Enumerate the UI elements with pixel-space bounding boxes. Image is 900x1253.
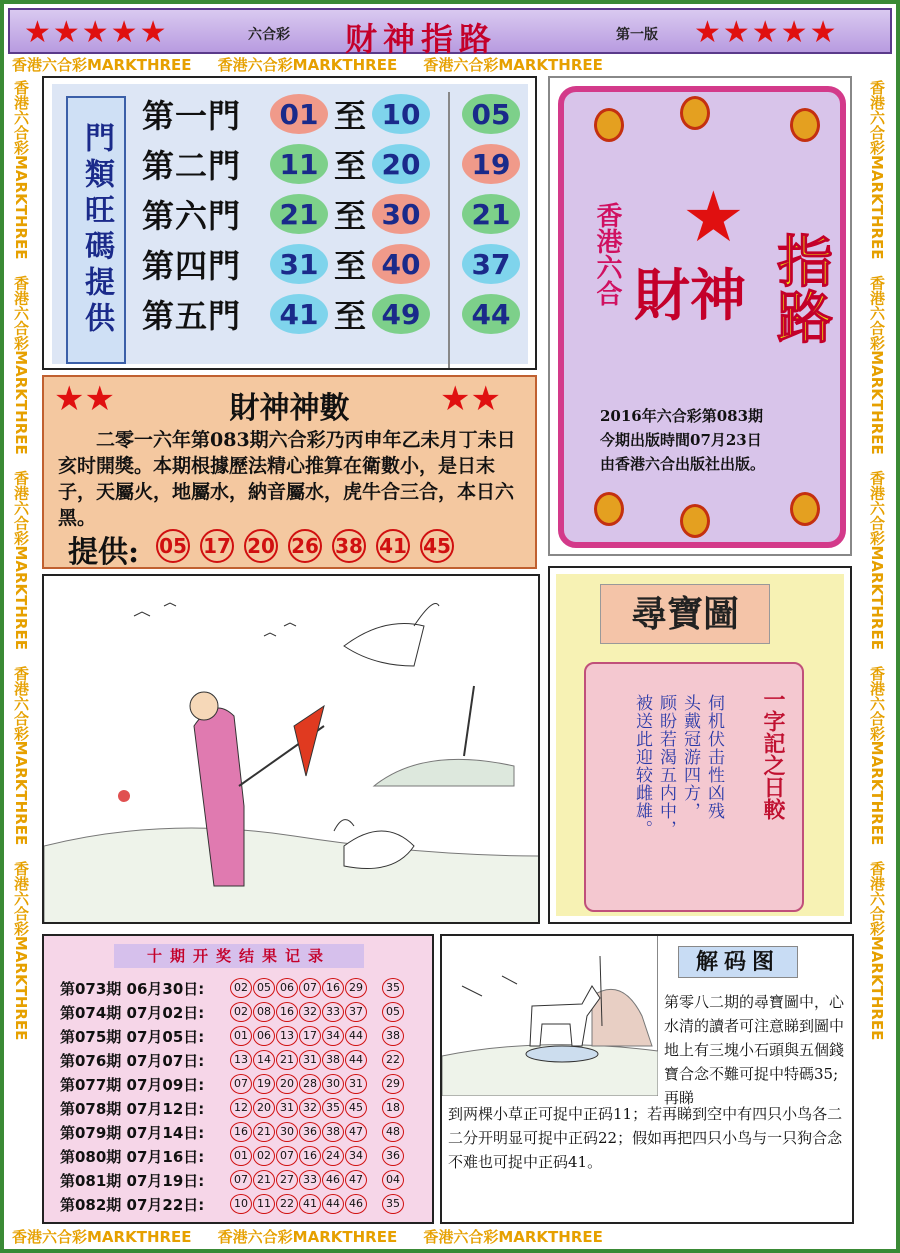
record-period: 第078期 07月12日: xyxy=(60,1099,205,1118)
band-text: 香港六合彩MARKTHREE xyxy=(12,275,30,455)
record-number: 06 xyxy=(253,1026,275,1046)
record-period: 第081期 07月19日: xyxy=(60,1171,205,1190)
record-number: 34 xyxy=(345,1146,367,1166)
record-number: 11 xyxy=(253,1194,275,1214)
record-number: 10 xyxy=(230,1194,252,1214)
record-row xyxy=(60,1072,405,1096)
door-row xyxy=(142,292,430,336)
door-numbers-panel xyxy=(42,76,537,370)
record-special-number: 35 xyxy=(382,1194,404,1214)
record-number: 01 xyxy=(230,1026,252,1046)
pick-number-ball: 21 xyxy=(462,194,520,234)
band-text: 香港六合彩MARKTHREE xyxy=(868,665,886,846)
record-number: 14 xyxy=(253,1050,275,1070)
pick-number-ball: 19 xyxy=(462,144,520,184)
caishen-text: 二零一六年第083期六合彩乃丙申年乙未月丁未日亥时開獎。本期根據歷法精心推算在衛數小，是日末子，天屬火，地屬水，納音屬水，虎牛合三合，本日六黑。 xyxy=(58,429,516,529)
door-connector: 至 xyxy=(334,97,367,135)
record-period: 第076期 07月07日: xyxy=(60,1051,205,1070)
door-connector: 至 xyxy=(334,247,367,285)
record-number: 44 xyxy=(322,1194,344,1214)
record-number: 16 xyxy=(230,1122,252,1142)
record-number: 34 xyxy=(322,1026,344,1046)
poster-info-line: 由香港六合出版社出版。 xyxy=(600,455,766,473)
record-number: 16 xyxy=(299,1146,321,1166)
record-special-number: 04 xyxy=(382,1170,404,1190)
record-row xyxy=(60,1192,405,1216)
record-number: 01 xyxy=(230,1146,252,1166)
number-ball: 11 xyxy=(270,144,328,184)
record-row xyxy=(60,1096,405,1120)
poster-title-side: 指路 xyxy=(768,232,834,344)
record-number: 47 xyxy=(345,1170,367,1190)
record-row xyxy=(60,1048,405,1072)
door-row xyxy=(142,92,430,136)
door-pick xyxy=(462,92,520,136)
poem-text xyxy=(630,694,726,904)
band-text: 香港六合彩MARKTHREE xyxy=(868,470,886,650)
record-number: 13 xyxy=(276,1026,298,1046)
band-text: 香港六合彩MARKTHREE xyxy=(868,80,886,260)
record-number: 46 xyxy=(322,1170,344,1190)
goose-scene-illustration xyxy=(44,576,540,924)
record-row xyxy=(60,1000,405,1024)
band-text: 香港六合彩MARKTHREE xyxy=(12,860,30,1041)
header-left-tag: 六合彩 xyxy=(248,27,290,43)
number-ball: 49 xyxy=(372,294,430,334)
dog-scene-illustration xyxy=(442,936,658,1096)
record-number: 21 xyxy=(253,1122,275,1142)
record-special-number: 18 xyxy=(382,1098,404,1118)
treasure-panel xyxy=(548,566,852,924)
record-number: 32 xyxy=(299,1098,321,1118)
record-special-number: 48 xyxy=(382,1122,404,1142)
record-number: 05 xyxy=(253,978,275,998)
record-title: 十期开奖结果记录 xyxy=(114,944,364,968)
pick-number-ball: 05 xyxy=(462,94,520,134)
door-pick xyxy=(462,292,520,336)
record-number: 07 xyxy=(230,1074,252,1094)
draw-record-panel xyxy=(42,934,434,1224)
door-connector: 至 xyxy=(334,147,367,185)
coin-icon xyxy=(594,492,624,526)
poem-keyword: 一字記之日較 xyxy=(760,688,786,820)
record-number: 31 xyxy=(276,1098,298,1118)
header-title: 财神指路 xyxy=(345,20,498,58)
decode-text-lower: 到两棵小草正可捉中正码11；若再睇到空中有四只小鸟各二二分开明显可捉中正码22；假如再把四只小鸟与一只狗合念不难也可捉中正码41。 xyxy=(448,1105,843,1171)
door-row xyxy=(142,142,430,186)
number-ball: 01 xyxy=(270,94,328,134)
record-number: 08 xyxy=(253,1002,275,1022)
record-number: 30 xyxy=(276,1122,298,1142)
provided-number: 17 xyxy=(200,529,234,563)
record-number: 30 xyxy=(322,1074,344,1094)
door-name: 第五門 xyxy=(142,297,242,335)
record-period: 第082期 07月22日: xyxy=(60,1195,205,1214)
record-number: 45 xyxy=(345,1098,367,1118)
record-number: 16 xyxy=(322,978,344,998)
poster-info-line: 2016年六合彩第083期 xyxy=(600,407,764,425)
coin-icon xyxy=(790,492,820,526)
band-text: 香港六合彩MARKTHREE xyxy=(217,56,398,74)
record-special-number: 38 xyxy=(382,1026,404,1046)
door-connector: 至 xyxy=(334,197,367,235)
provided-number: 38 xyxy=(332,529,366,563)
band-text: 香港六合彩MARKTHREE xyxy=(423,56,603,74)
coin-icon xyxy=(594,108,624,142)
record-number: 33 xyxy=(322,1002,344,1022)
record-number: 07 xyxy=(230,1170,252,1190)
poster-info xyxy=(600,404,765,476)
door-numbers-inner xyxy=(52,84,528,364)
header-right-tag: 第一版 xyxy=(616,27,658,43)
record-number: 22 xyxy=(276,1194,298,1214)
red-star-icon: ★ xyxy=(682,176,745,258)
record-special-number: 22 xyxy=(382,1050,404,1070)
watermark-band-bottom xyxy=(12,1226,888,1248)
decode-title: 解码图 xyxy=(678,946,798,978)
band-text: 香港六合彩MARKTHREE xyxy=(868,860,886,1041)
poem-column: 被送此迎较雌雄。 xyxy=(632,694,652,838)
poem-column: 头戴冠游四方， xyxy=(680,694,700,820)
record-number: 36 xyxy=(299,1122,321,1142)
record-number: 28 xyxy=(299,1074,321,1094)
decode-illustration xyxy=(442,936,658,1096)
provided-number: 05 xyxy=(156,529,190,563)
door-pick xyxy=(462,142,520,186)
record-period: 第080期 07月16日: xyxy=(60,1147,205,1166)
record-number: 07 xyxy=(299,978,321,998)
band-text: 香港六合彩MARKTHREE xyxy=(423,1228,603,1246)
record-number: 46 xyxy=(345,1194,367,1214)
watermark-band-right xyxy=(866,80,888,1220)
number-ball: 41 xyxy=(270,294,328,334)
band-text: 香港六合彩MARKTHREE xyxy=(868,275,886,455)
record-number: 20 xyxy=(276,1074,298,1094)
header-stars-left: ★★★★★ xyxy=(24,15,169,50)
band-text: 香港六合彩MARKTHREE xyxy=(12,80,30,260)
record-period: 第079期 07月14日: xyxy=(60,1123,205,1142)
treasure-inner xyxy=(556,574,844,916)
record-number: 02 xyxy=(253,1146,275,1166)
record-period: 第074期 07月02日: xyxy=(60,1003,205,1022)
caishen-numbers-panel xyxy=(42,375,537,569)
record-number: 41 xyxy=(299,1194,321,1214)
pick-number-ball: 37 xyxy=(462,244,520,284)
door-name: 第四門 xyxy=(142,247,242,285)
coin-icon xyxy=(680,96,710,130)
door-name: 第二門 xyxy=(142,147,242,185)
provided-number: 20 xyxy=(244,529,278,563)
provide-label: 提供: xyxy=(68,535,140,570)
record-row xyxy=(60,1168,405,1192)
watermark-band-top xyxy=(12,54,888,76)
record-period: 第073期 06月30日: xyxy=(60,979,205,998)
record-special-number: 36 xyxy=(382,1146,404,1166)
number-ball: 40 xyxy=(372,244,430,284)
record-row xyxy=(60,976,405,1000)
record-row xyxy=(60,1120,405,1144)
provided-number: 45 xyxy=(420,529,454,563)
stars-icon: ★★ xyxy=(440,379,501,419)
record-row xyxy=(60,1144,405,1168)
decode-panel xyxy=(440,934,854,1224)
coin-icon xyxy=(680,504,710,538)
record-special-number: 35 xyxy=(382,978,404,998)
band-text: 香港六合彩MARKTHREE xyxy=(12,470,30,650)
record-number: 21 xyxy=(276,1050,298,1070)
record-number: 37 xyxy=(345,1002,367,1022)
record-number: 13 xyxy=(230,1050,252,1070)
record-number: 24 xyxy=(322,1146,344,1166)
record-number: 12 xyxy=(230,1098,252,1118)
record-number: 16 xyxy=(276,1002,298,1022)
record-number: 27 xyxy=(276,1170,298,1190)
band-text: 香港六合彩MARKTHREE xyxy=(12,665,30,846)
door-name: 第六門 xyxy=(142,197,242,235)
record-number: 02 xyxy=(230,978,252,998)
poem-scroll xyxy=(584,662,804,912)
record-number: 06 xyxy=(276,978,298,998)
door-side-label: 門類旺碼提供 xyxy=(66,96,126,364)
record-number: 35 xyxy=(322,1098,344,1118)
header-bar xyxy=(8,8,892,58)
band-text: 香港六合彩MARKTHREE xyxy=(12,56,192,74)
band-text: 香港六合彩MARKTHREE xyxy=(217,1228,398,1246)
record-special-number: 05 xyxy=(382,1002,404,1022)
pick-number-ball: 44 xyxy=(462,294,520,334)
record-number: 47 xyxy=(345,1122,367,1142)
number-ball: 30 xyxy=(372,194,430,234)
number-ball: 20 xyxy=(372,144,430,184)
caishen-poster xyxy=(548,76,852,556)
record-row xyxy=(60,1024,405,1048)
door-pick xyxy=(462,242,520,286)
record-number: 20 xyxy=(253,1098,275,1118)
record-number: 33 xyxy=(299,1170,321,1190)
record-number: 31 xyxy=(299,1050,321,1070)
record-number: 31 xyxy=(345,1074,367,1094)
poem-column: 伺机伏击性凶残 xyxy=(704,694,724,820)
record-number: 32 xyxy=(299,1002,321,1022)
door-connector: 至 xyxy=(334,297,367,335)
stars-icon: ★★ xyxy=(54,379,115,419)
decode-text-upper: 第零八二期的尋寶圖中，心水清的讀者可注意睇到圖中地上有三塊小石頭與五個錢寶合念不難可捉中特碼35;再睇 xyxy=(664,993,845,1107)
door-pick xyxy=(462,192,520,236)
door-separator xyxy=(448,92,450,368)
record-number: 17 xyxy=(299,1026,321,1046)
door-name: 第一門 xyxy=(142,97,242,135)
poster-frame xyxy=(558,86,846,548)
treasure-title: 尋寶圖 xyxy=(600,584,770,644)
record-number: 02 xyxy=(230,1002,252,1022)
record-number: 19 xyxy=(253,1074,275,1094)
poster-title-main: 財神 xyxy=(634,263,746,329)
record-number: 44 xyxy=(345,1050,367,1070)
number-ball: 21 xyxy=(270,194,328,234)
poster-info-line: 今期出版時間07月23日 xyxy=(600,431,762,449)
door-row xyxy=(142,242,430,286)
record-number: 21 xyxy=(253,1170,275,1190)
poem-column: 顾盼若渴五内中， xyxy=(656,694,676,838)
poster-brand: 香港六合 xyxy=(592,202,622,306)
coin-icon xyxy=(790,108,820,142)
record-number: 44 xyxy=(345,1026,367,1046)
band-text: 香港六合彩MARKTHREE xyxy=(12,1228,192,1246)
record-special-number: 29 xyxy=(382,1074,404,1094)
door-row xyxy=(142,192,430,236)
provided-number: 26 xyxy=(288,529,322,563)
record-number: 07 xyxy=(276,1146,298,1166)
record-number: 29 xyxy=(345,978,367,998)
record-period: 第077期 07月09日: xyxy=(60,1075,205,1094)
illustration-scene xyxy=(42,574,540,924)
header-stars-right: ★★★★★ xyxy=(694,15,839,50)
record-period: 第075期 07月05日: xyxy=(60,1027,205,1046)
number-ball: 31 xyxy=(270,244,328,284)
number-ball: 10 xyxy=(372,94,430,134)
record-number: 38 xyxy=(322,1122,344,1142)
record-number: 38 xyxy=(322,1050,344,1070)
caishen-title: 財神神數 xyxy=(229,391,350,426)
provided-number: 41 xyxy=(376,529,410,563)
watermark-band-left xyxy=(10,80,32,1220)
